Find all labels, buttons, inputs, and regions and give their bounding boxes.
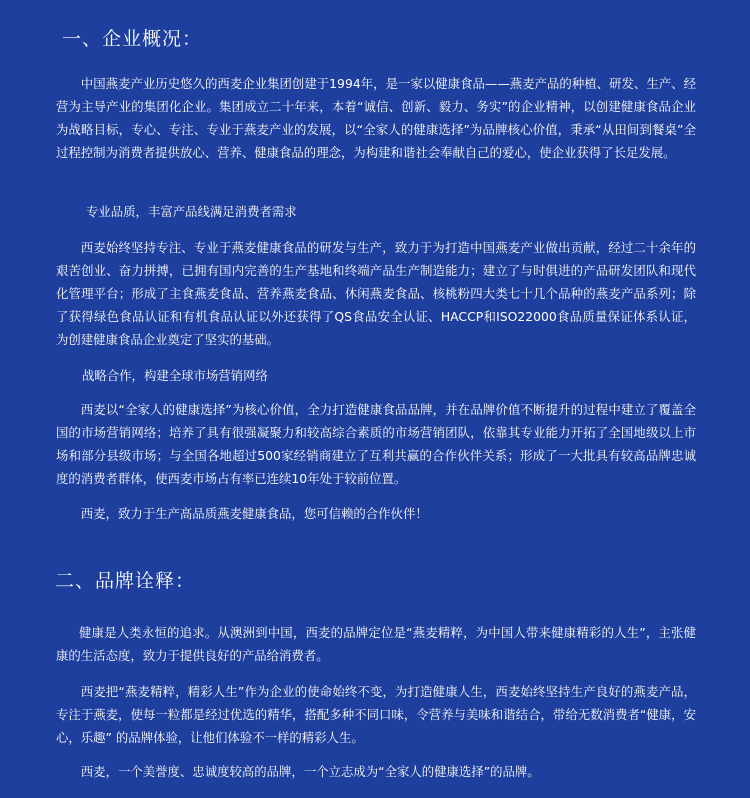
section-title-brand-interpretation: 二、品牌诠释： [55, 570, 196, 592]
brand-positioning-paragraph: 健康是人类永恒的追求。从澳洲到中国，西麦的品牌定位是“燕麦精粹，为中国人带来健康精彩的人生”，主张健康的生活态度，致力于提供良好的产品给消费者。 [56, 625, 696, 663]
subheading-quality: 专业品质，丰富产品线满足消费者需求 [86, 204, 297, 219]
company-overview-paragraph: 中国燕麦产业历史悠久的西麦企业集团创建于1994年，是一家以健康食品——燕麦产品的种植、研发、生产、经营为主导产业的集团化企业。集团成立二十年来，本着“诚信、创新、毅力、务实”的企业精神，以创建健康食品企业为战略目标，专心、专注、专业于燕麦产业的发展，以“全家人的健康选择”为品牌核心价值，秉承“从田间到餐桌”全过程控制为消费者提供放心、营养、健康食品的理念，为构建和谐社会奉献自己的爱心，使企业获得了长足发展。 [56, 76, 696, 160]
brand-mission-paragraph: 西麦把“燕麦精粹，精彩人生”作为企业的使命始终不变，为打造健康人生，西麦始终坚持生产良好的燕麦产品，专注于燕麦，使每一粒都是经过优选的精华，搭配多种不同口味，令营养与美味和谐结合，带给无数消费者“健康，安心，乐趣” 的品牌体验，让他们体验不一样的精彩人生。 [56, 684, 696, 745]
section-title-company-overview: 一、企业概况： [62, 28, 203, 50]
subheading-strategy: 战略合作，构建全球市场营销网络 [82, 368, 268, 383]
closing-slogan: 西麦，致力于生产高品质燕麦健康食品，您可信赖的合作伙伴！ [80, 506, 428, 521]
brand-summary-paragraph: 西麦，一个美誉度、忠诚度较高的品牌，一个立志成为“全家人的健康选择”的品牌。 [80, 764, 540, 779]
quality-paragraph: 西麦始终坚持专注、专业于燕麦健康食品的研发与生产，致力于为打造中国燕麦产业做出贡献，经过二十余年的艰苦创业、奋力拼搏，已拥有国内完善的生产基地和终端产品生产制造能力；建立了与时俱进的产品研发团队和现代化管理平台；形成了主食燕麦食品、营养燕麦食品、休闲燕麦食品、核桃粉四大类七十几个品种的燕麦产品系列；除了获得绿色食品认证和有机食品认证以外还获得了QS食品安全认证、HACCP和ISO22000食品质量保证体系认证，为创建健康食品企业奠定了坚实的基础。 [56, 240, 696, 347]
strategy-paragraph: 西麦以“全家人的健康选择”为核心价值，全力打造健康食品品牌，并在品牌价值不断提升的过程中建立了覆盖全国的市场营销网络；培养了具有很强凝聚力和较高综合素质的市场营销团队，依靠其专业能力开拓了全国地级以上市场和部分县级市场；与全国各地超过500家经销商建立了互利共赢的合作伙伴关系；形成了一大批具有较高品牌忠诚度的消费者群体，使西麦市场占有率已连续10年处于较前位置。 [56, 402, 696, 486]
